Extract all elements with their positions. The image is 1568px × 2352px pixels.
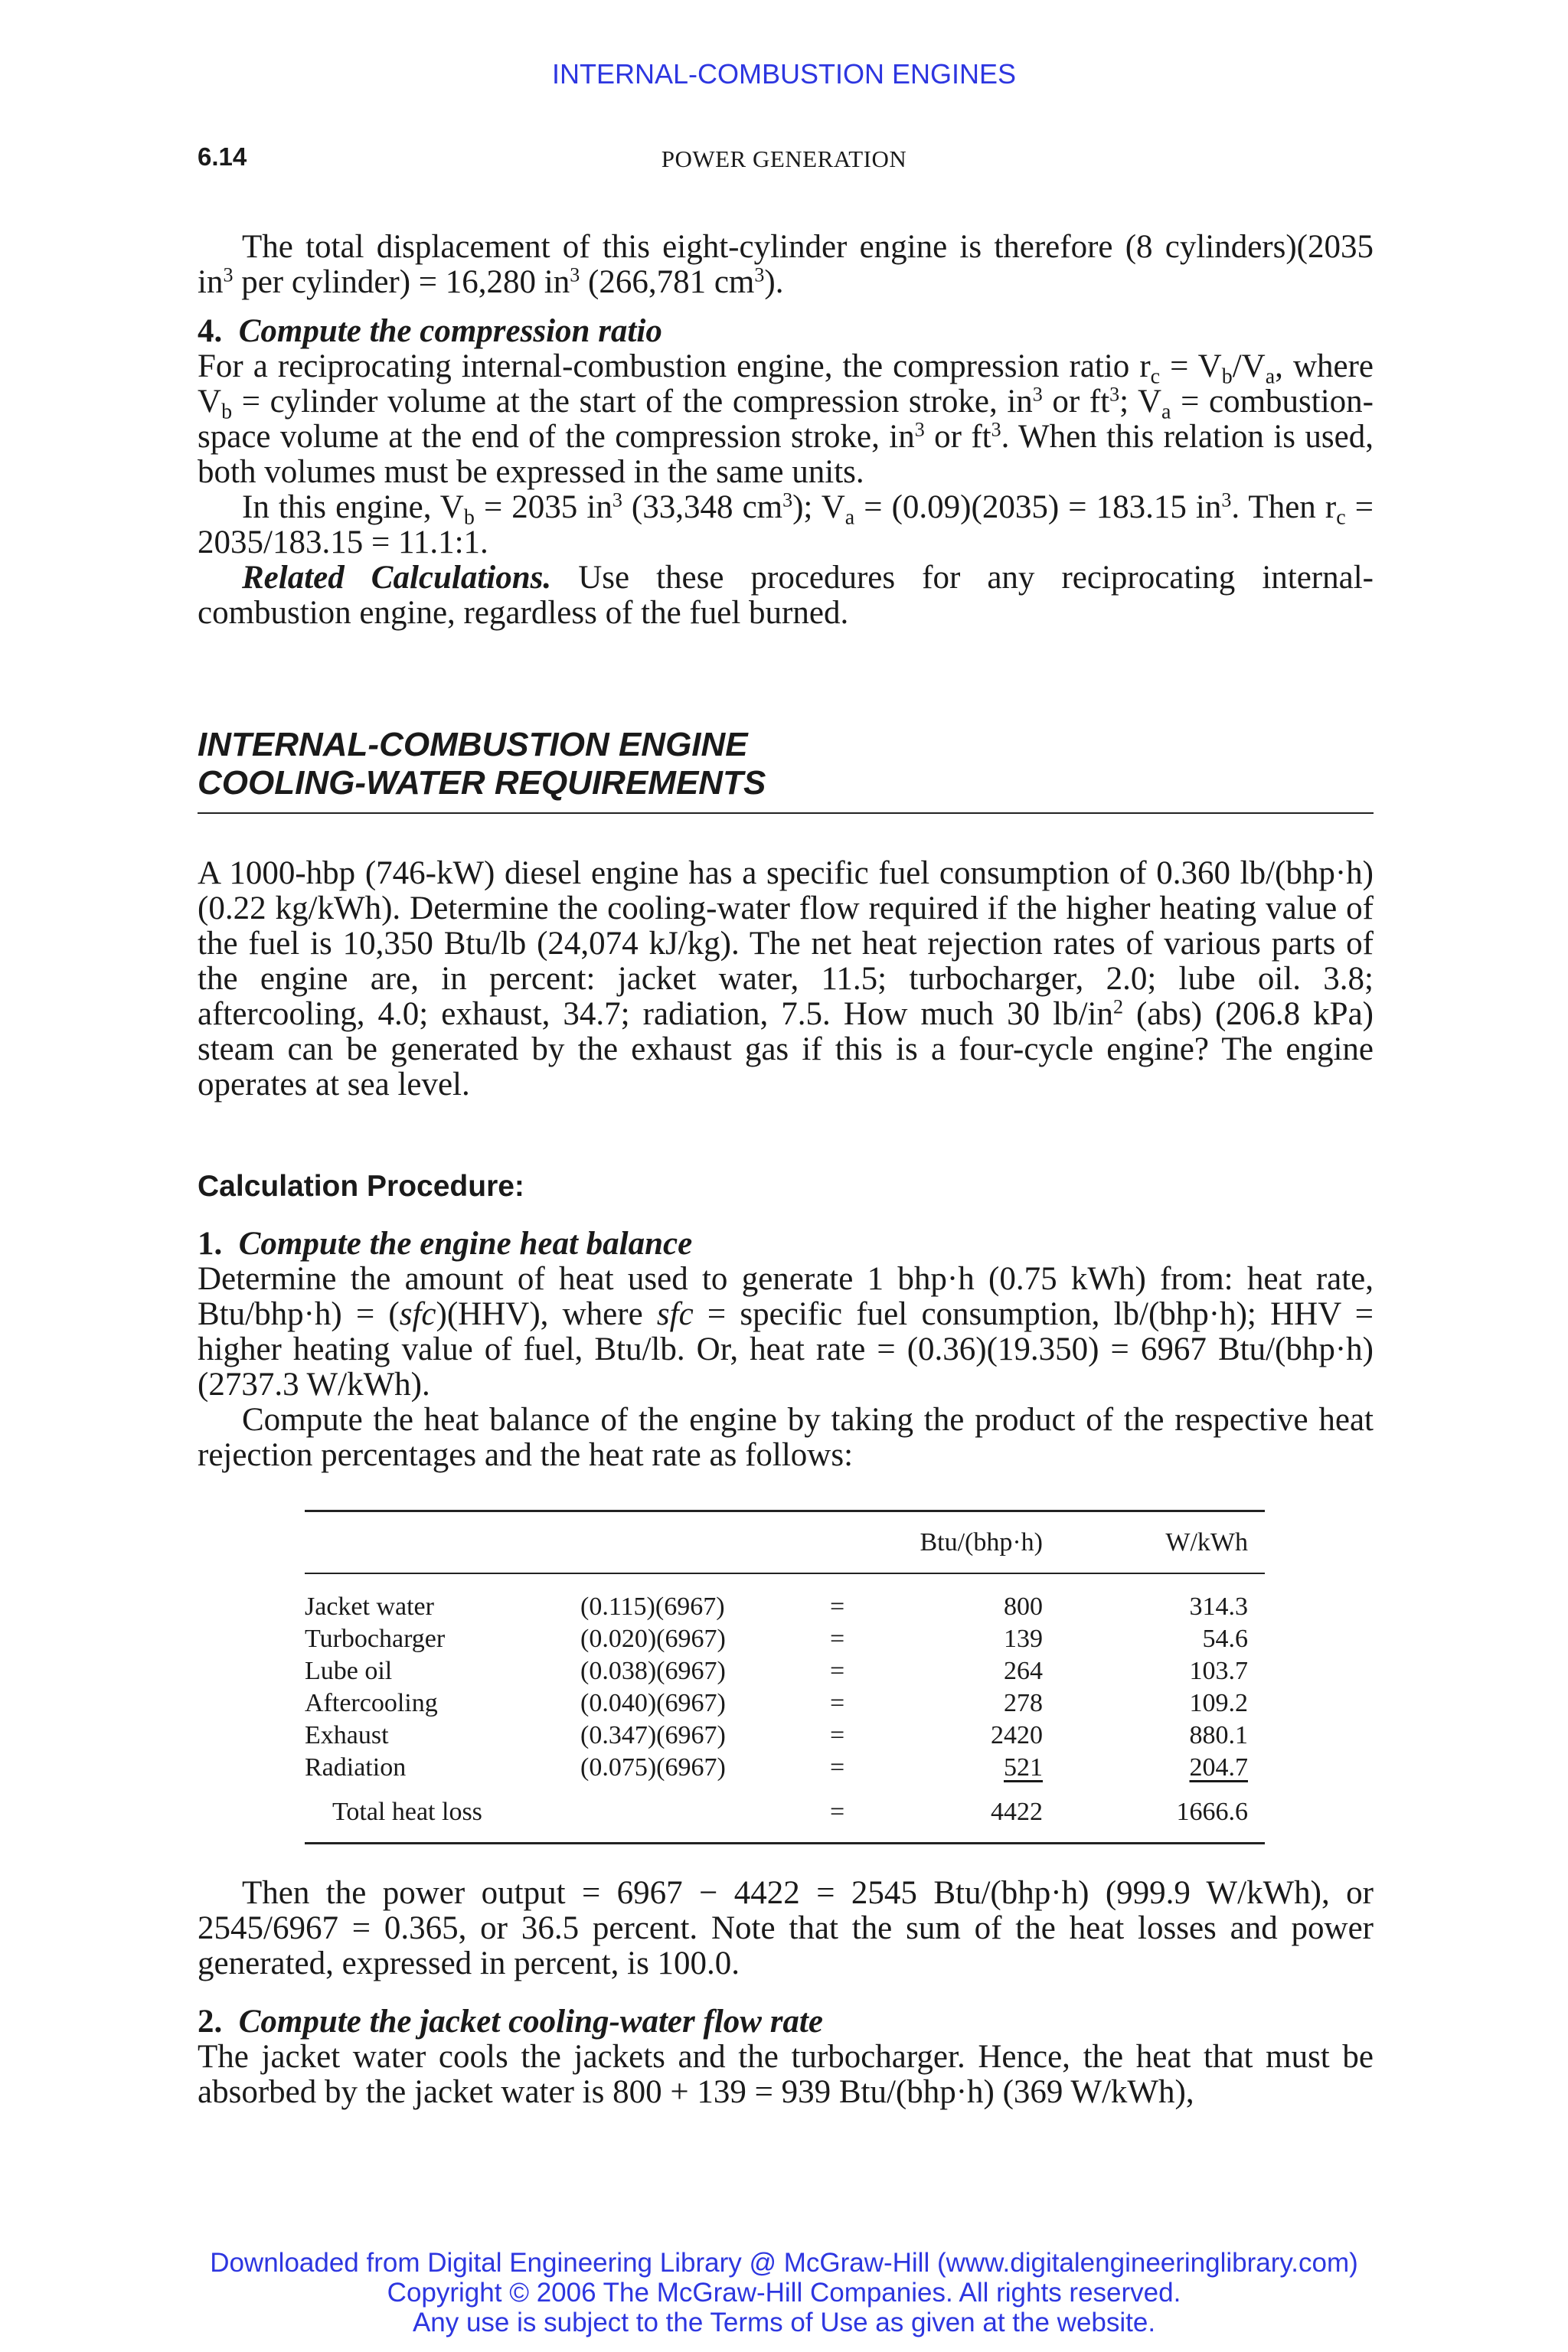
compression-ratio-result: In this engine, $V_b = 2035$ $in^3$ (33,348 $cm^3$); $V_a = (0.09)(2035) = 183.15$ $in^3$. Then $r_c = 2035/183.15$ = 11.1:1.	[198, 488, 1374, 560]
compression-ratio-paragraph: For a reciprocating internal-combustion engine, the compression ratio $r_c = V_b/V_a$, where $V_b$ = cylinder volume at the start of the compression stroke, $in^3$ or $ft^3$; $V_a$ = combustion-space volume at the end of the compression stroke, $in^3$ or $ft^3$. When this relation is used, both volumes must be expressed in the same units.	[198, 348, 1374, 490]
problem-statement: A 1000-hbp (746-kW) diesel engine has a specific fuel consumption of 0.360 lb/(bhp·h) (0.22 kg/kWh). Determine the cooling-water flow required if the higher heating value of the fuel is 10,350 Btu/lb (24,074 kJ/kg). The net heat rejection rates of various parts of the engine are, in percent: jacket water, 11.5; turbocharger, 2.0; lube oil. 3.8; aftercooling, 4.0; exhaust, 34.7; radiation, 7.5. How much 30 $lb/in^2$ (abs) (206.8 kPa) steam can be generated by the exhaust gas if this is a four-cycle engine? The engine operates at sea level.	[198, 855, 1374, 1102]
table-bottom-rule	[305, 1842, 1265, 1844]
section-title: INTERNAL-COMBUSTION ENGINE COOLING-WATER REQUIREMENTS	[198, 726, 766, 802]
column-header-btu: Btu/(bhp·h)	[920, 1528, 1043, 1557]
table-row: Aftercooling (0.040)(6967) = 278 109.2	[305, 1689, 1248, 1717]
calculation-procedure-heading: Calculation Procedure:	[198, 1170, 524, 1203]
footer	[0, 2248, 1568, 2337]
table-total-row: Total heat loss = 4422 1666.6	[332, 1798, 1248, 1826]
problem-block	[198, 856, 1374, 1102]
jacket-water-paragraph: The jacket water cools the jackets and the turbocharger. Hence, the heat that must be absorbed by the jacket water is 800 + 139 = 939 Btu/(bhp·h) (369 W/kWh),	[198, 2039, 1374, 2110]
power-output-paragraph: Then the power output = 6967 − 4422 = 2545 Btu/(bhp·h) (999.9 W/kWh), or 2545/6967 = 0.365, or 36.5 percent. Note that the sum of the heat losses and power generated, expressed in percent, is 100.0.	[198, 1875, 1374, 1981]
intro-block	[198, 230, 1374, 631]
running-head: POWER GENERATION	[661, 145, 907, 172]
table-row: Radiation (0.075)(6967) = 521 204.7	[305, 1753, 1248, 1782]
section-divider	[198, 812, 1374, 814]
column-header-w-kwh: W/kWh	[1165, 1528, 1248, 1557]
footer-terms: Any use is subject to the Terms of Use as given at the website.	[412, 2308, 1156, 2337]
step-4-heading: 4. Compute the compression ratio	[198, 313, 662, 349]
step-1-heading: 1. Compute the engine heat balance	[198, 1226, 693, 1262]
table-row: Turbocharger (0.020)(6967) = 139 54.6	[305, 1625, 1248, 1653]
chapter-banner: INTERNAL-COMBUSTION ENGINES	[551, 58, 1017, 90]
footer-copyright: Copyright © 2006 The McGraw-Hill Companies. All rights reserved.	[387, 2278, 1181, 2308]
heat-rate-paragraph: Determine the amount of heat used to generate 1 bhp·h (0.75 kWh) from: heat rate, Btu/bhp·h) = (sfc)(HHV), where sfc = specific fuel consumption, lb/(bhp·h); HHV = higher heating value of fuel, Btu/lb. Or, heat rate = (0.36)(19.350) = 6967 Btu/(bhp·h) (2737.3 W/kWh).	[198, 1261, 1374, 1403]
table-row: Exhaust (0.347)(6967) = 2420 880.1	[305, 1721, 1248, 1749]
step-1-block	[198, 1227, 1374, 1473]
related-calculations: Related Calculations. Use these procedures for any reciprocating internal-combustion engine, regardless of the fuel burned.	[198, 560, 1374, 631]
step-2-heading: 2. Compute the jacket cooling-water flow rate	[198, 2004, 823, 2040]
heat-balance-intro: Compute the heat balance of the engine by taking the product of the respective heat rejection percentages and the heat rate as follows:	[198, 1402, 1374, 1473]
table-top-rule	[305, 1510, 1265, 1512]
page-number: 6.14	[198, 142, 247, 171]
footer-download-link[interactable]: Downloaded from Digital Engineering Library @ McGraw-Hill (www.digitalengineeringlibrary.com)	[210, 2248, 1358, 2278]
power-output-block	[198, 1876, 1374, 2110]
intro-paragraph: The total displacement of this eight-cylinder engine is therefore (8 cylinders)(2035 $in^3$ per cylinder) = 16,280 $in^3$ (266,781 $cm^3$).	[198, 229, 1374, 300]
table-row: Lube oil (0.038)(6967) = 264 103.7	[305, 1657, 1248, 1685]
table-header-rule	[305, 1573, 1265, 1574]
table-row: Jacket water (0.115)(6967) = 800 314.3	[305, 1592, 1248, 1621]
